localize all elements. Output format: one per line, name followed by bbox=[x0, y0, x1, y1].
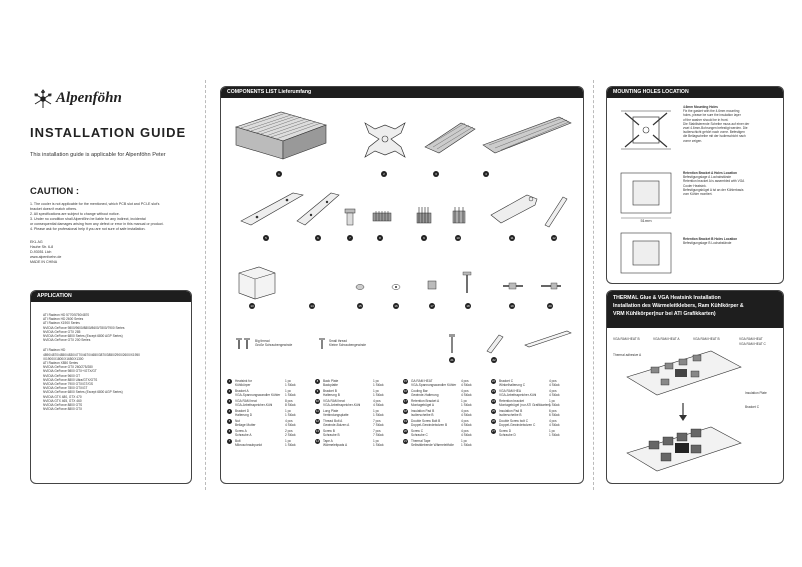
legend-name: VGA RAM heat bbox=[235, 399, 257, 403]
legend-name: Thread Bolt A bbox=[323, 419, 343, 423]
legend-qty: 4 pcs bbox=[461, 409, 469, 413]
item-number-5: 5 bbox=[263, 235, 269, 241]
components-legend bbox=[227, 379, 579, 479]
legend-sub: Schraube D bbox=[499, 433, 516, 438]
legend-qty2: 1 Stück bbox=[373, 393, 384, 398]
item-number-6: 6 bbox=[315, 235, 321, 241]
nut-drawing bbox=[355, 283, 365, 291]
thermal-tape-drawing bbox=[521, 327, 575, 349]
screw-label: Kleine Schraubengewinde bbox=[329, 343, 367, 348]
application-title: APPLICATION bbox=[31, 291, 191, 302]
application-item: NVIDIA GeForce 7800 GTX/GT bbox=[43, 386, 88, 391]
mounting-text: Befestigungslage B Lochabstände bbox=[683, 241, 732, 246]
legend-qty2: 1 Stück bbox=[549, 403, 560, 408]
thermal-label: VGA RAM HEAT C bbox=[739, 342, 766, 346]
legend-name: Nut bbox=[235, 419, 240, 423]
legend-name: Screw C bbox=[411, 429, 424, 433]
legend-sub: Isolierscheibe B bbox=[411, 413, 434, 418]
legend-qty2: 4 Stück bbox=[549, 383, 560, 388]
thermal-label: VGA RAM HEAT B bbox=[613, 337, 640, 341]
legend-name: Heatsink for bbox=[235, 379, 253, 383]
legend-name: Tape A bbox=[323, 439, 333, 443]
legend-qty: 4 pcs bbox=[549, 379, 557, 383]
legend-name: Insulation Pad B bbox=[499, 409, 523, 413]
thermal-panel bbox=[606, 290, 784, 484]
item-number-8: 8 bbox=[377, 235, 383, 241]
legend-qty: 2 pcs bbox=[285, 429, 293, 433]
screw-d-drawing bbox=[447, 333, 457, 355]
caution-line: bracket doesn't match others. bbox=[30, 206, 78, 211]
company-address bbox=[30, 240, 61, 265]
long-screw-drawing bbox=[459, 271, 475, 297]
application-item: NVIDIA GeForce 7900 GTX/GT/GS bbox=[43, 382, 93, 387]
legend-qty: 1 pc bbox=[285, 409, 292, 413]
mounting-text: vorne zeigen. bbox=[683, 138, 703, 143]
legend-qty: 1 pc bbox=[373, 389, 380, 393]
screw-label: Small thread bbox=[329, 339, 347, 343]
legend-name: GA RAM HEAT bbox=[411, 379, 433, 383]
legend-qty2: 4 Stück bbox=[461, 423, 472, 428]
application-item: NVIDIA GTX 465, GTX 460 bbox=[43, 398, 82, 403]
legend-number: 20 bbox=[404, 430, 407, 433]
mounting-text: Retention bracket A is assembled with VGA bbox=[683, 179, 745, 184]
legend-sub: Gewinde-Halterung bbox=[411, 393, 439, 398]
legend-qty2: 4 Stück bbox=[461, 433, 472, 438]
edelweiss-icon bbox=[32, 88, 54, 110]
legend-number: 8 bbox=[316, 380, 319, 383]
legend-name: Thermal Tape bbox=[411, 439, 431, 443]
legend-qty: 1 pc bbox=[549, 399, 556, 403]
thermal-label: Insulation Plate bbox=[745, 391, 767, 395]
item-number-19: 19 bbox=[510, 304, 514, 308]
legend-sub: VGA-Arbeitsspeicher-Kühl bbox=[323, 403, 361, 408]
thermal-label: VGA RAM HEAT A bbox=[653, 337, 680, 341]
item-number-11: 11 bbox=[510, 236, 514, 240]
intro-text: This installation guide is applicable for Alpenföhn Peter bbox=[30, 152, 166, 158]
screw-label: Big thread bbox=[255, 339, 270, 343]
legend-name: Cooling Bar bbox=[411, 389, 428, 393]
insulation-pad-drawing bbox=[391, 283, 401, 291]
application-list bbox=[43, 313, 140, 411]
legend-qty2: 4 Stück bbox=[461, 383, 472, 388]
mounting-text: of the washer should be in front. bbox=[683, 117, 729, 122]
legend-qty2: 1 Stück bbox=[461, 443, 472, 448]
legend-sub: Kühlkörper bbox=[235, 383, 251, 388]
legend-sub: Winkelhalterung C bbox=[499, 383, 526, 388]
legend-sub: Verbindungsplatte bbox=[323, 413, 349, 418]
legend-qty2: 2 Stück bbox=[285, 433, 296, 438]
mounting-text: Cooler Heatsink. bbox=[683, 183, 707, 188]
legend-number: 6 bbox=[228, 430, 231, 433]
legend-name: Bracket D bbox=[235, 409, 249, 413]
legend-sub: Halterung B bbox=[323, 393, 340, 398]
item-number-2: 2 bbox=[381, 171, 387, 177]
item-number-9: 9 bbox=[421, 235, 427, 241]
thermal-label: Thermal adhesive A bbox=[613, 353, 642, 357]
legend-qty: 4 pcs bbox=[373, 399, 381, 403]
retention-bracket-drawing bbox=[487, 189, 543, 229]
application-item: NVIDIA GTX 480, GTX 470 bbox=[43, 394, 82, 399]
legend-sub: Isolierscheibe B bbox=[499, 413, 522, 418]
legend-number: 9 bbox=[316, 390, 319, 393]
legend-sub: Beilage Mutter bbox=[235, 423, 256, 428]
thermal-paste-tube-drawing bbox=[483, 331, 507, 355]
thermal-label: VGA RAM HEAT bbox=[739, 337, 763, 341]
item-number-3: 3 bbox=[433, 171, 439, 177]
small-thread-label bbox=[329, 339, 366, 347]
item-number-22: 22 bbox=[492, 358, 496, 362]
legend-sub: Schraube A bbox=[235, 433, 252, 438]
application-item: ATI Radeon HD 5770/5750/4870 bbox=[43, 313, 90, 317]
mounting-text: holes, please be sure the insulation layer bbox=[683, 113, 741, 118]
legend-qty2: 1 Stück bbox=[285, 413, 296, 418]
application-item: NVIDIA GeForce 8800 GTX bbox=[43, 407, 83, 412]
legend-sub: VGA-Spannungswandler Kühler bbox=[411, 383, 457, 388]
application-item: NVIDIA GeForce GTX 200 Series bbox=[43, 338, 91, 343]
legend-sub: Schraube B bbox=[323, 433, 340, 438]
item-number-10: 10 bbox=[456, 236, 460, 240]
legend-name: VGA RAM HEA bbox=[499, 389, 521, 393]
ram-heat-b-drawing bbox=[371, 209, 393, 223]
item-number-20: 20 bbox=[548, 304, 552, 308]
legend-number: 17 bbox=[404, 400, 407, 403]
legend-qty2: 1 Stück bbox=[373, 443, 384, 448]
application-item: /X1900/X1800/X1650/X1300 bbox=[43, 356, 84, 361]
legend-qty: 7 pcs bbox=[373, 419, 381, 423]
application-item: ATI Radeon X850 Series bbox=[43, 361, 79, 366]
mounting-block-2 bbox=[683, 171, 779, 196]
bracket-d-drawing bbox=[235, 263, 279, 301]
application-item: NVIDIA GeForce 9800 GTX+/GTX/GT bbox=[43, 369, 97, 374]
legend-number: 5 bbox=[228, 420, 231, 423]
retention-b-diagram bbox=[613, 227, 679, 279]
mounting-block-title: 4.6mm Mounting Holes bbox=[683, 105, 718, 109]
legend-number: 18 bbox=[404, 410, 407, 413]
ram-heat-c-drawing bbox=[451, 205, 467, 225]
caution-title: CAUTION : bbox=[30, 186, 80, 197]
legend-name: Screw D bbox=[499, 429, 512, 433]
legend-number: 13 bbox=[316, 430, 319, 433]
legend-qty2: 4 Stück bbox=[461, 393, 472, 398]
thermal-title-line: VRM Kühlkörper(nur bei ATI Grafikkarten) bbox=[613, 311, 716, 317]
legend-name: Bracket B bbox=[323, 389, 337, 393]
small-thread-screw-drawing bbox=[317, 337, 327, 351]
legend-qty2: 4 Stück bbox=[373, 403, 384, 408]
long-plate-drawing bbox=[541, 193, 571, 229]
legend-number: 7 bbox=[228, 440, 231, 443]
legend-qty: 1 pc bbox=[373, 439, 380, 443]
legend-name: Screw A bbox=[235, 429, 247, 433]
mounting-text: zwei 4.6mm-Bohrungen befestigt werden. Die bbox=[683, 126, 748, 131]
legend-qty: 1 pc bbox=[373, 379, 380, 383]
legend-qty: 1 pc bbox=[285, 439, 292, 443]
mounting-text: Befestigungsbügel A ist an der Kühlerbasis bbox=[683, 187, 744, 192]
legend-number: 2 bbox=[228, 390, 231, 393]
page-title: INSTALLATION GUIDE bbox=[30, 125, 187, 140]
fold-line bbox=[205, 80, 206, 490]
legend-name: VGA RAM heat bbox=[323, 399, 345, 403]
item-number-13: 13 bbox=[250, 304, 254, 308]
legend-name: Bolt bbox=[235, 439, 241, 443]
mounting-panel bbox=[606, 86, 784, 284]
legend-sub: Gewinde-Bolzen A bbox=[323, 423, 350, 428]
application-item: NVIDIA GeForce 9600 GT bbox=[43, 373, 81, 378]
back-plate-drawing bbox=[361, 117, 409, 161]
legend-sub: Backplatte bbox=[323, 383, 338, 388]
brand-name: Alpenföhn bbox=[56, 90, 122, 106]
caution-line: 1. The cooler is not applicable for the mentioned, which PCB slot and PCI-E slot's bbox=[30, 202, 160, 206]
legend-name: Back Plate bbox=[323, 379, 339, 383]
mounting-text: Befestigungslage A Lochabstände bbox=[683, 175, 732, 180]
vga-card-diagram bbox=[621, 343, 745, 479]
caution-line: 4. Please ask for professional help if you are not sure of safe installation. bbox=[30, 226, 146, 231]
item-number-4: 4 bbox=[483, 171, 489, 177]
application-item: ATI Radeon X1900 Series bbox=[43, 321, 80, 326]
application-panel bbox=[30, 290, 192, 484]
application-item: NVIDIA GeForce GTX 260/275/280 bbox=[43, 365, 93, 370]
item-number-21: 21 bbox=[450, 358, 454, 362]
legend-number: 14 bbox=[316, 440, 319, 443]
legend-qty2: 4 Stück bbox=[549, 423, 560, 428]
legend-number: 3 bbox=[228, 400, 231, 403]
legend-qty2: 4 Stück bbox=[461, 413, 472, 418]
application-item: ATI Radeon HD bbox=[43, 348, 66, 353]
legend-sub: Doppel-Gewindebolzen B bbox=[411, 423, 448, 428]
legend-name: Retention bracket bbox=[499, 399, 524, 403]
legend-number: 4 bbox=[228, 410, 231, 413]
address-line: MADE IN CHINA bbox=[30, 259, 58, 264]
caution-line: 3. Under no condition shall Alpenföhn be liable for any indirect, incidental bbox=[30, 216, 146, 221]
thermal-title-line: Installation des Wärmeleitklebers, Ram Kühlkörper & bbox=[613, 303, 744, 309]
thermal-label: Bracket C bbox=[745, 405, 759, 409]
dimension-label: 51mm bbox=[640, 218, 652, 223]
address-line: EKL AG bbox=[30, 240, 43, 244]
spacer-drawing bbox=[427, 279, 437, 291]
caution-line: 2. All specifications are subject to change without notice. bbox=[30, 211, 120, 216]
mounting-text: die Beilagscheibe mit der Isolierschicht nach bbox=[683, 134, 746, 139]
screw-label: Große Schraubengewinde bbox=[255, 343, 293, 348]
item-number-15: 15 bbox=[358, 304, 362, 308]
item-number-12: 12 bbox=[552, 236, 556, 240]
legend-number: 24 bbox=[492, 400, 495, 403]
bracket-b-drawing bbox=[293, 187, 343, 227]
application-item: NVIDIA GeForce GTX 285 bbox=[43, 329, 81, 334]
components-title: COMPONENTS LIST Lieferumfang bbox=[221, 87, 583, 98]
legend-qty2: 4 Stück bbox=[285, 423, 296, 428]
mounting-text: Die Stabilisierende Scheibe muss auf einer der bbox=[683, 121, 750, 126]
mounting-block-3 bbox=[683, 237, 779, 245]
legend-qty: 1 pc bbox=[373, 409, 380, 413]
legend-name: Insulation Pad B bbox=[411, 409, 435, 413]
legend-qty: 4 pcs bbox=[285, 419, 293, 423]
legend-qty2: 1 Stück bbox=[285, 393, 296, 398]
legend-qty: 7 pcs bbox=[373, 429, 381, 433]
mounting-block-title: Retention Bracket B Holes Location bbox=[683, 237, 738, 241]
item-number-16: 16 bbox=[394, 304, 398, 308]
mounting-title: MOUNTING HOLES LOCATION bbox=[607, 87, 783, 98]
address-line: D-93051 Lich bbox=[30, 249, 52, 254]
legend-qty: 4 pcs bbox=[461, 379, 469, 383]
mounting-block-1 bbox=[683, 105, 779, 143]
item-number-17: 17 bbox=[430, 304, 434, 308]
legend-sub: Montagebügel (nur ATI Grafikkarten) bbox=[499, 403, 551, 408]
item-number-14: 14 bbox=[310, 304, 314, 308]
mounting-text: Isolierschicht gehört nach vorne. Befestigen bbox=[683, 130, 745, 135]
legend-name: Bracket A bbox=[235, 389, 249, 393]
application-item: NVIDIA GeForce 9800/9600/8800/8600/7800/7900 Series bbox=[43, 325, 125, 330]
item-number-18: 18 bbox=[466, 304, 470, 308]
legend-qty2: 4 Stück bbox=[549, 393, 560, 398]
legend-name: Long Plate bbox=[323, 409, 339, 413]
vram-heatsink-drawing bbox=[421, 117, 479, 157]
legend-qty2: 8 Stück bbox=[285, 403, 296, 408]
thermal-title-line: THERMAL Glue & VGA Heatsink Installation bbox=[613, 295, 721, 301]
legend-qty2: 1 Stück bbox=[373, 383, 384, 388]
mounting-block-title: Retention Bracket A Holes Location bbox=[683, 171, 737, 175]
legend-name: Double Screw Bolt B bbox=[411, 419, 441, 423]
components-panel bbox=[220, 86, 584, 484]
caution-line: or consequential damages arising from any defect or error in this manual or product. bbox=[30, 221, 164, 226]
legend-qty: 1 pc bbox=[549, 429, 556, 433]
mounting-text: Fix the gasket with the 4.6mm mounting bbox=[683, 109, 740, 114]
application-item: NVIDIA GeForce 6800 Series (Except 6800 AGP Series) bbox=[43, 390, 123, 395]
legend-number: 27 bbox=[492, 430, 495, 433]
legend-qty: 8 pcs bbox=[285, 399, 293, 403]
legend-sub: VGA-Arbeitsspeicher-Kühl bbox=[235, 403, 273, 408]
application-item: NVIDIA GeForce 8800 GTS bbox=[43, 403, 83, 408]
legend-number: 23 bbox=[492, 390, 495, 393]
legend-number: 15 bbox=[404, 380, 407, 383]
legend-name: Screw B bbox=[323, 429, 335, 433]
legend-qty2: 1 Stück bbox=[373, 413, 384, 418]
legend-sub: VGA-Arbeitsspeicher-Kühl bbox=[499, 393, 537, 398]
retention-a-diagram bbox=[613, 163, 679, 223]
legend-number: 21 bbox=[404, 440, 407, 443]
legend-number: 19 bbox=[404, 420, 407, 423]
legend-qty: 4 pcs bbox=[549, 389, 557, 393]
big-thread-screw-drawing bbox=[235, 337, 253, 351]
legend-number: 1 bbox=[228, 380, 231, 383]
mounting-text: vom Kühler montiert. bbox=[683, 192, 713, 197]
big-thread-label bbox=[255, 339, 292, 347]
mounting-holes-diagram bbox=[613, 103, 679, 157]
fold-line bbox=[593, 80, 594, 490]
legend-qty2: 1 Stück bbox=[549, 433, 560, 438]
legend-qty: 6 pcs bbox=[549, 409, 557, 413]
item-number-1: 1 bbox=[276, 171, 282, 177]
legend-name: Bracket C bbox=[499, 379, 513, 383]
thread-bolt-drawing bbox=[343, 207, 357, 227]
address-line: Hauhe Str. 6-8 bbox=[30, 244, 54, 249]
legend-qty2: 7 Stück bbox=[373, 423, 384, 428]
application-item: 4890/4870/4850/4830/4770/4670/4650/3870/3850/2900/2600/X1950 bbox=[43, 352, 140, 357]
legend-sub: Mikroschraubpunkt bbox=[235, 443, 262, 448]
application-item: NVIDIA GeForce 6800 Series (Except 6800 AGP Series) bbox=[43, 334, 123, 339]
legend-qty: 4 pcs bbox=[549, 419, 557, 423]
legend-sub: Schraube C bbox=[411, 433, 428, 438]
legend-qty: 4 pcs bbox=[461, 389, 469, 393]
legend-number: 16 bbox=[404, 390, 407, 393]
legend-qty: 1 pc bbox=[285, 389, 292, 393]
thermal-label: VGA RAM HEAT B bbox=[693, 337, 720, 341]
legend-qty: 4 pcs bbox=[461, 419, 469, 423]
brand-logo bbox=[32, 86, 142, 112]
address-line: www.alpenfoehn.de bbox=[30, 254, 62, 259]
double-screw-bolt-drawing bbox=[501, 281, 525, 291]
legend-number: 12 bbox=[316, 420, 319, 423]
legend-name: Retention Bracket A bbox=[411, 399, 440, 403]
screw-c-drawing bbox=[539, 281, 563, 291]
legend-sub: Wärmeleitpads A bbox=[323, 443, 348, 448]
caution-list bbox=[30, 202, 190, 231]
legend-qty: 1 pc bbox=[461, 399, 468, 403]
legend-sub: Selbstklebende Wärmeleitfolie bbox=[411, 443, 454, 448]
thermal-title bbox=[607, 291, 783, 328]
application-item: ATI Radeon HD 2600 Series bbox=[43, 317, 84, 322]
long-heatsink-drawing bbox=[479, 111, 575, 161]
legend-number: 25 bbox=[492, 410, 495, 413]
legend-qty2: 7 Stück bbox=[373, 433, 384, 438]
legend-sub: VGA-Spannungswandler Kühler bbox=[235, 393, 281, 398]
legend-qty2: 6 Stück bbox=[549, 413, 560, 418]
legend-qty: 4 pcs bbox=[461, 429, 469, 433]
legend-sub: Montagebügel A bbox=[411, 403, 435, 408]
legend-name: Double Screw bolt C bbox=[499, 419, 529, 423]
legend-qty2: 1 Stück bbox=[461, 403, 472, 408]
legend-number: 26 bbox=[492, 420, 495, 423]
legend-sub: Halterung D bbox=[235, 413, 253, 418]
legend-number: 11 bbox=[316, 410, 319, 413]
legend-number: 10 bbox=[316, 400, 319, 403]
legend-qty2: 1 Stück bbox=[285, 443, 296, 448]
application-item: NVIDIA GeForce 8800 Ultra/GTX/GTS bbox=[43, 377, 98, 382]
legend-qty: 1 pc bbox=[461, 439, 468, 443]
legend-number: 22 bbox=[492, 380, 495, 383]
ram-heat-a-drawing bbox=[415, 205, 433, 225]
legend-qty: 1 pc bbox=[285, 379, 292, 383]
heatsink-drawing bbox=[231, 107, 331, 165]
item-number-7: 7 bbox=[347, 235, 353, 241]
legend-sub: Doppel-Gewindebolzen C bbox=[499, 423, 536, 428]
legend-qty2: 1 Stück bbox=[285, 383, 296, 388]
